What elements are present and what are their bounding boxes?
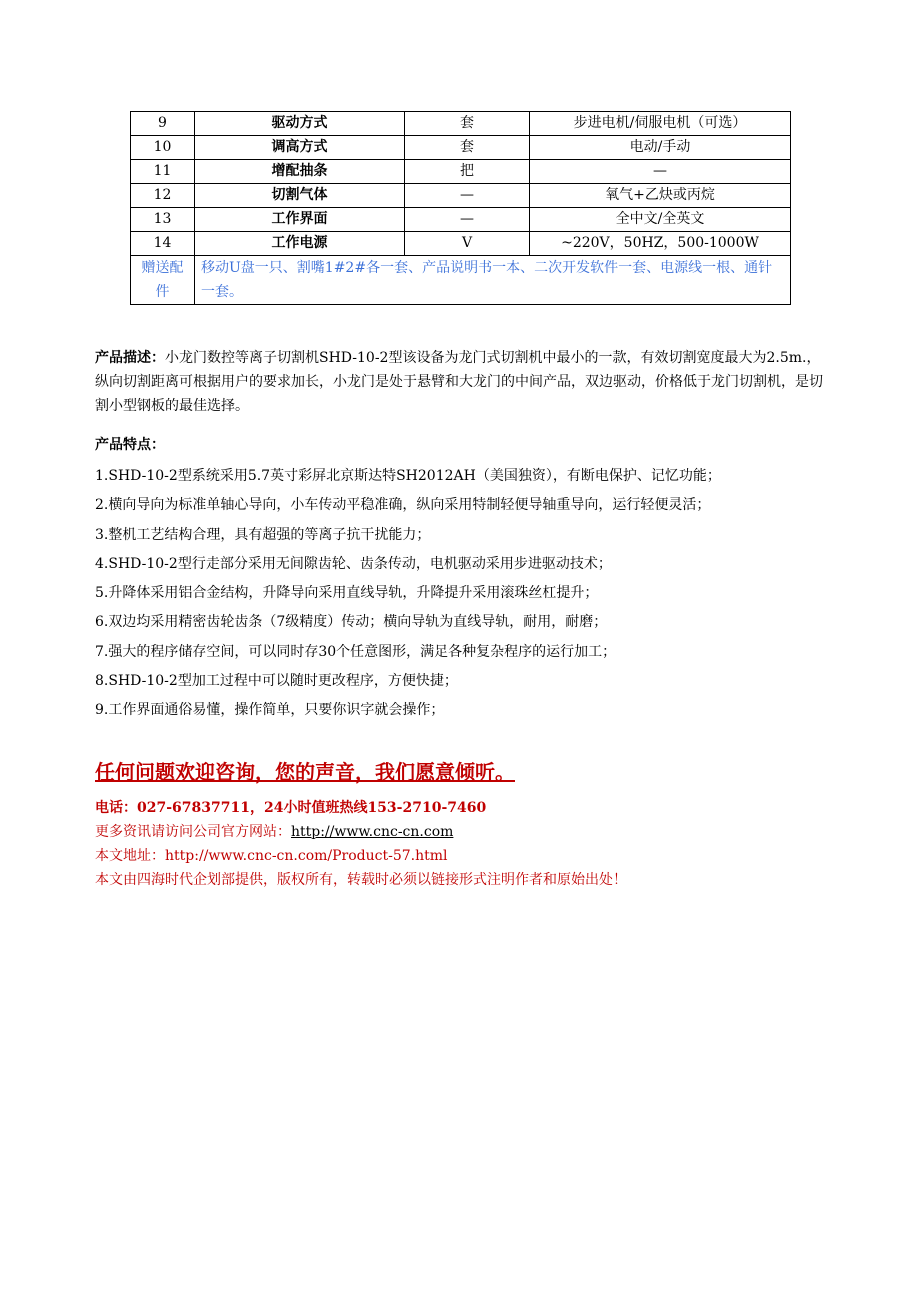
row-number: 13 [131,208,195,232]
item-value: ~220V，50HZ，500-1000W [530,232,791,256]
item-value: — [530,160,791,184]
row-number: 9 [131,112,195,136]
features-list [95,462,835,726]
item-name: 调高方式 [195,136,405,160]
row-number: 12 [131,184,195,208]
item-unit: — [405,184,530,208]
list-item: 9.工作界面通俗易懂，操作简单，只要你识字就会操作； [95,702,445,719]
article-address: 本文地址：http://www.cnc-cn.com/Product-57.html [95,848,448,864]
row-number: 10 [131,136,195,160]
website-label: 更多资讯请访问公司官方网站： [95,824,291,840]
gift-label: 赠送配件 [131,256,195,305]
item-unit: 套 [405,112,530,136]
gift-row [131,256,791,305]
item-unit: V [405,232,530,256]
table-row [131,184,791,208]
item-unit: — [405,208,530,232]
description-label: 产品描述： [95,350,165,366]
list-item: 1.SHD-10-2型系统采用5.7英寸彩屏北京斯达特SH2012AH（美国独资），有断电保护、记忆功能； [95,468,721,484]
item-name: 工作电源 [195,232,405,256]
item-value: 全中文/全英文 [530,208,791,232]
item-name: 切割气体 [195,184,405,208]
item-name: 增配抽条 [195,160,405,184]
row-number: 11 [131,160,195,184]
list-item: 6.双边均采用精密齿轮齿条（7级精度）传动；横向导轨为直线导轨，耐用，耐磨； [95,614,608,631]
list-item: 7.强大的程序储存空间，可以同时存30个任意图形，满足各种复杂程序的运行加工； [95,643,617,660]
item-value: 电动/手动 [530,136,791,160]
spec-table [130,111,791,305]
list-item: 4.SHD-10-2型行走部分采用无间隙齿轮、齿条传动，电机驱动采用步进驱动技术； [95,555,612,572]
slogan-heading: 任何问题欢迎咨询，您的声音，我们愿意倾听。 [95,760,515,784]
table-row [131,160,791,184]
copyright-notice: 本文由四海时代企划部提供，版权所有，转载时必须以链接形式注明作者和原始出处！ [95,872,627,888]
features-title: 产品特点： [95,437,165,453]
item-unit: 套 [405,136,530,160]
item-name: 驱动方式 [195,112,405,136]
table-row [131,232,791,256]
item-value: 步进电机/伺服电机（可选） [530,112,791,136]
phone-line: 电话：027-67837711，24小时值班热线153-2710-7460 [95,800,487,816]
item-unit: 把 [405,160,530,184]
description-text: 小龙门数控等离子切割机SHD-10-2型该设备为龙门式切割机中最小的一款，有效切割宽度最大为2.5m.，纵向切割距离可根据用户的要求加长，小龙门是处于悬臂和大龙门的中间产品，双边驱动，价格低于龙门切割机，是切割小型钢板的最佳选择。 [95,350,823,414]
gift-text: 移动U盘一只、割嘴1#2#各一套、产品说明书一本、二次开发软件一套、电源线一根、通针一套。 [195,256,791,305]
list-item: 8.SHD-10-2型加工过程中可以随时更改程序，方便快捷； [95,673,458,690]
website-line [95,821,453,841]
list-item: 5.升降体采用铝合金结构，升降导向采用直线导轨，升降提升采用滚珠丝杠提升； [95,585,599,602]
row-number: 14 [131,232,195,256]
table-row [131,136,791,160]
item-value: 氧气+乙炔或丙烷 [530,184,791,208]
item-name: 工作界面 [195,208,405,232]
website-link[interactable]: http://www.cnc-cn.com [291,824,454,840]
list-item: 2.横向导向为标准单轴心导向，小车传动平稳准确，纵向采用特制轻便导轴重导向，运行轻便灵活； [95,497,711,514]
table-row [131,208,791,232]
list-item: 3.整机工艺结构合理，具有超强的等离子抗干扰能力； [95,526,431,543]
product-description [95,346,830,418]
table-row [131,112,791,136]
